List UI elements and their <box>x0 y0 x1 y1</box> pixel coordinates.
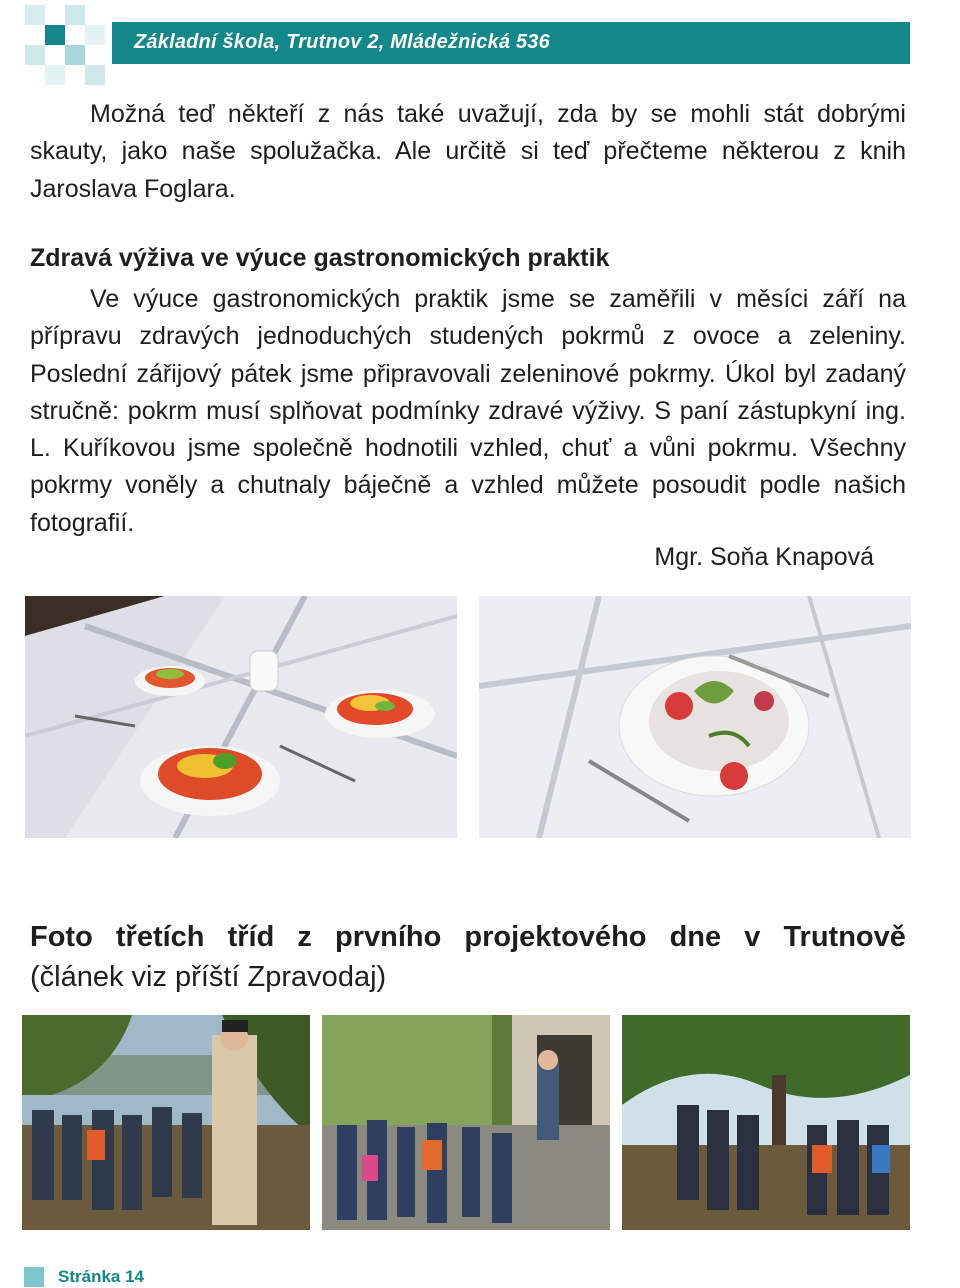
article-author: Mgr. Soňa Knapová <box>654 543 874 571</box>
title-word: třetích <box>115 921 205 953</box>
page-number: Stránka 14 <box>58 1267 144 1286</box>
article-heading: Zdravá výživa ve výuce gastronomických praktik <box>30 244 610 272</box>
intro-paragraph <box>30 96 906 208</box>
section-title-main <box>30 917 906 957</box>
section-subtitle: (článek viz příští Zpravodaj) <box>30 961 387 993</box>
photo-class-outdoor-3 <box>622 1015 910 1230</box>
article-body-block <box>30 281 906 542</box>
section-title <box>30 917 906 997</box>
title-word: prvního <box>334 921 442 953</box>
title-word: tříd <box>227 921 275 953</box>
title-word: Foto <box>30 921 93 953</box>
footer-square <box>24 1267 44 1287</box>
title-word: Trutnově <box>783 921 906 953</box>
title-word: dne <box>669 921 722 953</box>
title-word: v <box>744 921 761 953</box>
photo-class-outdoor-1 <box>22 1015 310 1230</box>
title-word: projektového <box>464 921 647 953</box>
intro-text: Možná teď někteří z nás také uvažují, zda by se mohli stát dobrými skauty, jako naše spolužačka. Ale určitě si teď přečteme některou z knih Jaroslava Foglara. <box>30 100 906 203</box>
header-bar <box>112 22 910 64</box>
school-name: Základní škola, Trutnov 2, Mládežnická 536 <box>134 31 550 53</box>
article-body: Ve výuce gastronomických praktik jsme se zaměřili v měsíci září na přípravu zdravých jednoduchých studených pokrmů z ovoce a zeleniny. Poslední zářijový pátek jsme připravovali zeleninové pokrmy. Úkol byl zadaný stručně: pokrm musí splňovat podmínky zdravé výživy. S paní zástupkyní ing. L. Kuříkovou jsme společně hodnotili vzhled, chuť a vůni pokrmu. Všechny pokrmy voněly a chutnaly báječně a vzhled můžete posoudit podle našich fotografií. <box>30 285 906 537</box>
title-word: z <box>297 921 312 953</box>
photo-class-outdoor-2 <box>322 1015 610 1230</box>
photo-salad-plates <box>25 596 457 838</box>
photo-vegetable-plate <box>479 596 911 838</box>
